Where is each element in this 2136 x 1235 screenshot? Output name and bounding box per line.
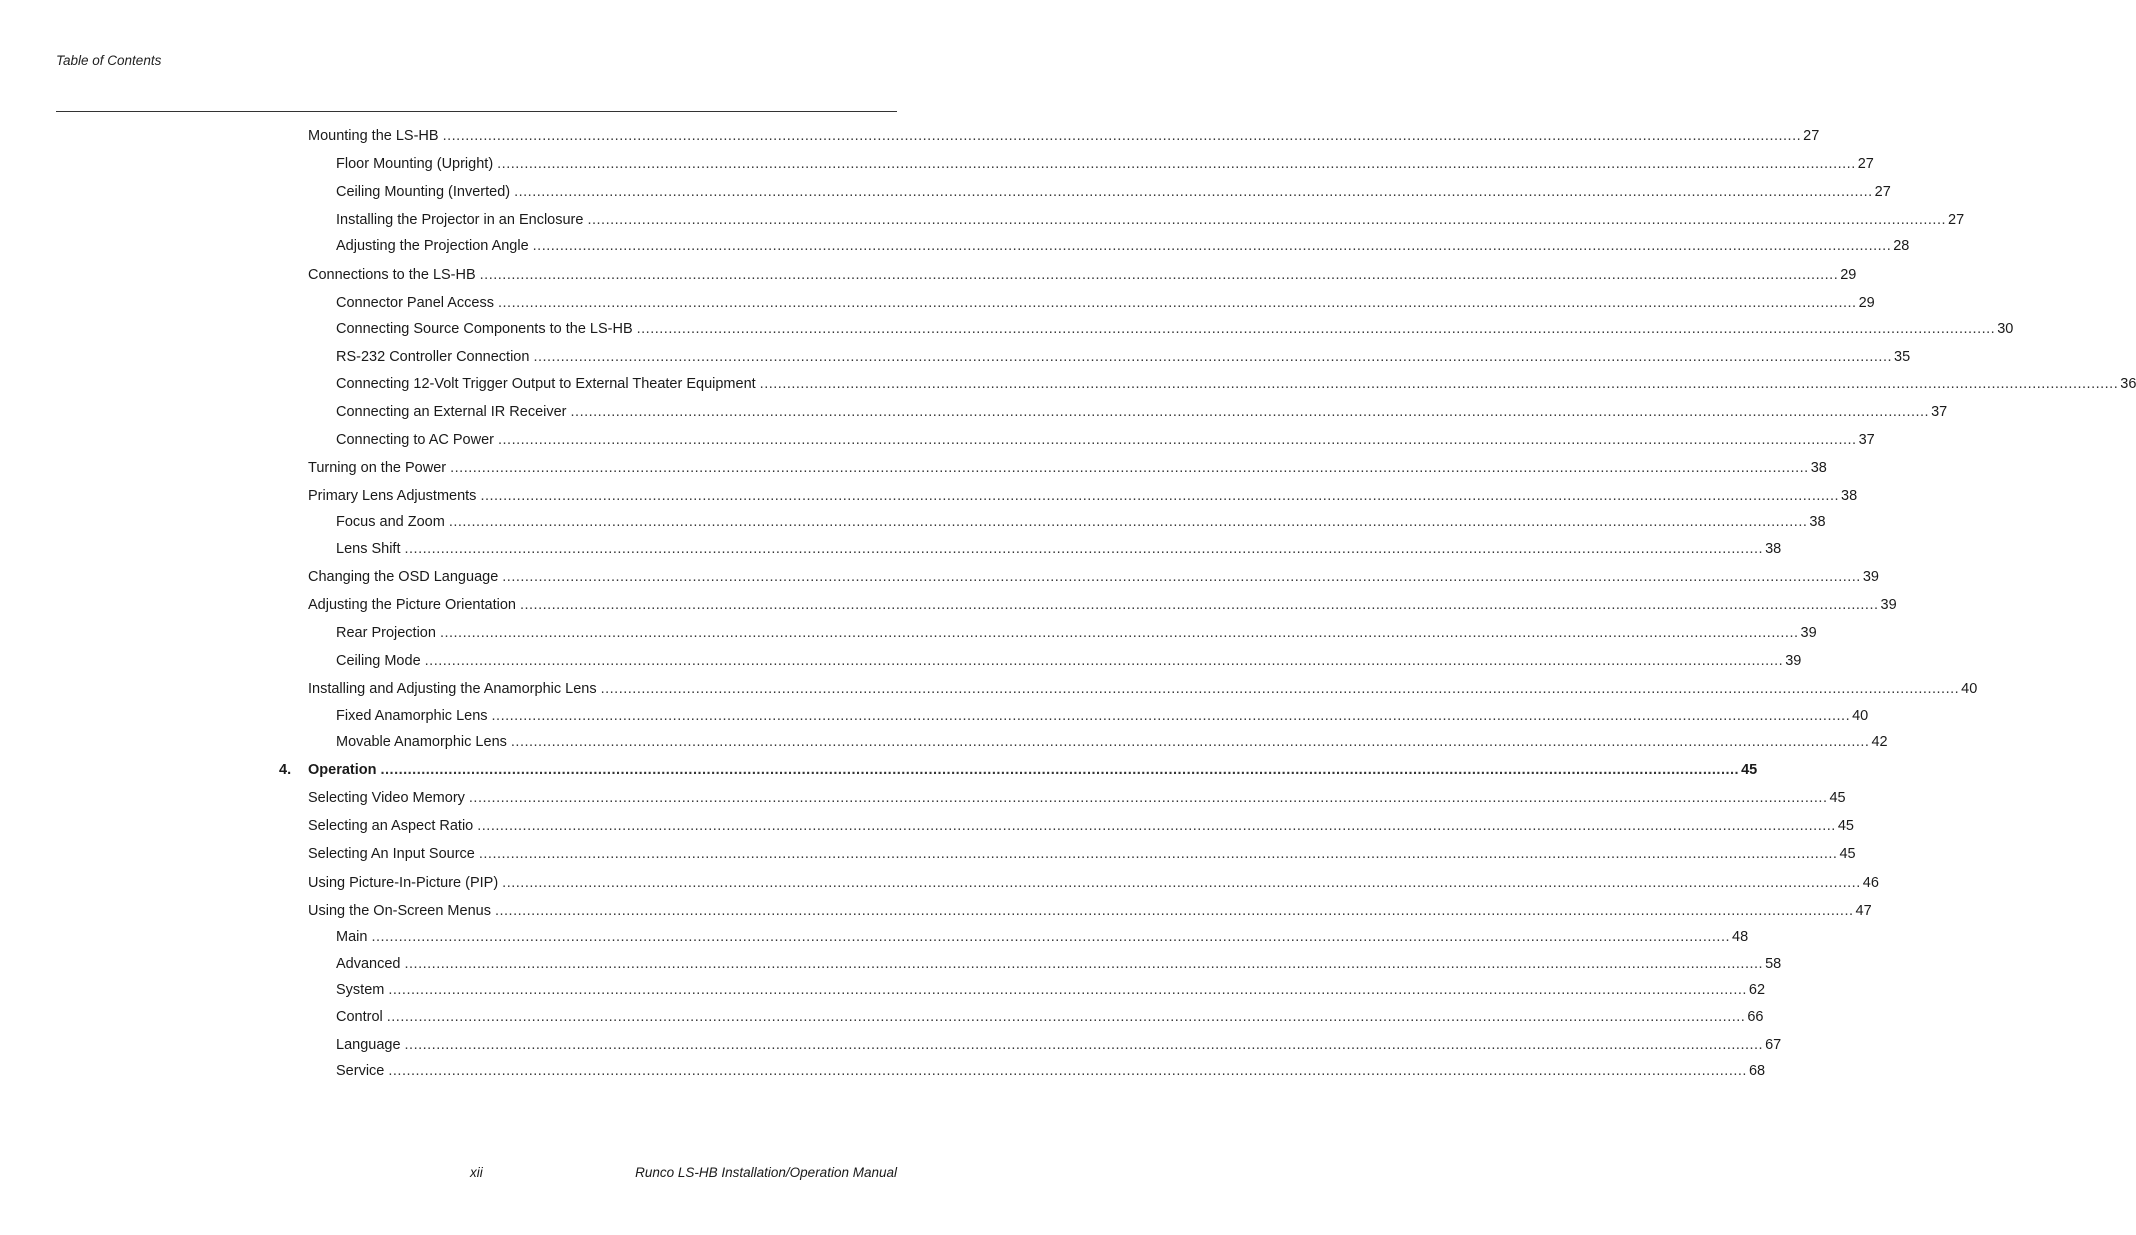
toc-page-number: 29 xyxy=(1840,267,1857,283)
toc-page-number: 27 xyxy=(1874,184,1891,200)
toc-entry-title: Mounting the LS-HB xyxy=(308,128,439,144)
toc-section-entry[interactable] xyxy=(308,568,1879,586)
toc-dot-leader: ............................................................................................................................................................................................................................................................................................................ xyxy=(497,432,1857,448)
toc-page-number: 40 xyxy=(1852,708,1869,724)
toc-entry-title: Focus and Zoom xyxy=(336,514,445,530)
toc-dot-leader: ............................................................................................................................................................................................................................................................................................................ xyxy=(371,929,1731,945)
toc-entry-title: Changing the OSD Language xyxy=(308,569,499,585)
toc-page-number: 46 xyxy=(1862,875,1879,891)
toc-entry-title: Turning on the Power xyxy=(308,460,447,476)
toc-dot-leader: ............................................................................................................................................................................................................................................................................................................ xyxy=(442,128,1802,144)
toc-section-entry[interactable] xyxy=(308,902,1872,920)
toc-subsection-entry[interactable] xyxy=(336,707,1869,725)
toc-section-entry[interactable] xyxy=(308,845,1856,863)
toc-page-number: 47 xyxy=(1855,903,1872,919)
toc-section-entry[interactable] xyxy=(308,789,1846,807)
toc-page-number: 39 xyxy=(1785,653,1802,669)
toc-entry-title: Primary Lens Adjustments xyxy=(308,488,477,504)
toc-page-number: 58 xyxy=(1765,956,1782,972)
toc-entry-title: Control xyxy=(336,1009,383,1025)
toc-section-entry[interactable] xyxy=(308,874,1879,892)
toc-page-number: 29 xyxy=(1858,295,1875,311)
toc-subsection-entry[interactable] xyxy=(336,1008,1764,1026)
toc-dot-leader: ............................................................................................................................................................................................................................................................................................................ xyxy=(404,1037,1764,1053)
toc-entry-title: Ceiling Mounting (Inverted) xyxy=(336,184,511,200)
toc-subsection-entry[interactable] xyxy=(336,1036,1782,1054)
toc-entry-title: Installing and Adjusting the Anamorphic Lens xyxy=(308,681,597,697)
toc-page-number: 42 xyxy=(1871,734,1888,750)
toc-entry-title: System xyxy=(336,982,385,998)
toc-page-number: 45 xyxy=(1741,762,1758,778)
toc-subsection-entry[interactable] xyxy=(336,320,2014,338)
toc-page-number: 62 xyxy=(1748,982,1766,998)
toc-dot-leader: ............................................................................................................................................................................................................................................................................................................ xyxy=(386,1009,1746,1025)
toc-subsection-entry[interactable] xyxy=(336,237,1910,255)
toc-entry-title: Connecting Source Components to the LS-HB xyxy=(336,321,633,337)
toc-page-number: 45 xyxy=(1839,846,1856,862)
footer-manual-title: Runco LS-HB Installation/Operation Manual xyxy=(635,1165,897,1180)
toc-dot-leader: ............................................................................................................................................................................................................................................................................................................ xyxy=(388,1063,1747,1079)
toc-section-entry[interactable] xyxy=(308,596,1897,614)
toc-page-number: 38 xyxy=(1810,460,1827,476)
toc-entry-title: Advanced xyxy=(336,956,401,972)
toc-dot-leader: ............................................................................................................................................................................................................................................................................................................ xyxy=(380,762,1740,778)
toc-page-number: 28 xyxy=(1893,238,1910,254)
header-divider xyxy=(56,111,897,112)
toc-dot-leader: ............................................................................................................................................................................................................................................................................................................ xyxy=(759,376,2119,392)
toc-subsection-entry[interactable] xyxy=(336,928,1749,946)
toc-entry-title: Language xyxy=(336,1037,401,1053)
toc-dot-leader: ............................................................................................................................................................................................................................................................................................................ xyxy=(532,238,1892,254)
toc-dot-leader: ............................................................................................................................................................................................................................................................................................................ xyxy=(494,903,1854,919)
toc-subsection-entry[interactable] xyxy=(336,624,1817,642)
toc-page-number: 36 xyxy=(2120,376,2136,392)
toc-dot-leader: ............................................................................................................................................................................................................................................................................................................ xyxy=(478,846,1838,862)
toc-section-entry[interactable] xyxy=(308,459,1827,477)
toc-entry-title: Movable Anamorphic Lens xyxy=(336,734,507,750)
toc-dot-leader: ............................................................................................................................................................................................................................................................................................................ xyxy=(491,708,1851,724)
toc-entry-title: Connecting 12-Volt Trigger Output to External Theater Equipment xyxy=(336,376,756,392)
toc-page-number: 66 xyxy=(1747,1009,1764,1025)
toc-dot-leader: ............................................................................................................................................................................................................................................................................................................ xyxy=(477,818,1836,834)
toc-page-number: 27 xyxy=(1857,156,1874,172)
toc-page-number: 38 xyxy=(1809,514,1826,530)
toc-page-number: 30 xyxy=(1997,321,2014,337)
toc-subsection-entry[interactable] xyxy=(336,183,1891,201)
toc-entry-title: Adjusting the Projection Angle xyxy=(336,238,529,254)
toc-dot-leader: ............................................................................................................................................................................................................................................................................................................ xyxy=(497,295,1857,311)
toc-page-number: 39 xyxy=(1800,625,1817,641)
toc-entry-title: Lens Shift xyxy=(336,541,401,557)
toc-chapter-entry[interactable] xyxy=(279,761,1758,779)
toc-subsection-entry[interactable] xyxy=(336,431,1875,449)
toc-page-number: 67 xyxy=(1765,1037,1782,1053)
toc-subsection-entry[interactable] xyxy=(336,513,1826,531)
toc-subsection-entry[interactable] xyxy=(336,294,1875,312)
toc-entry-title: RS-232 Controller Connection xyxy=(336,349,530,365)
toc-page-number: 27 xyxy=(1803,128,1820,144)
toc-dot-leader: ............................................................................................................................................................................................................................................................................................................ xyxy=(519,597,1879,613)
toc-entry-title: Main xyxy=(336,929,368,945)
toc-dot-leader: ............................................................................................................................................................................................................................................................................................................ xyxy=(502,875,1861,891)
toc-page-number: 45 xyxy=(1837,818,1854,834)
toc-entry-title: Ceiling Mode xyxy=(336,653,421,669)
toc-entry-title: Connecting an External IR Receiver xyxy=(336,404,567,420)
toc-page-number: 37 xyxy=(1858,432,1875,448)
toc-page-number: 48 xyxy=(1732,929,1749,945)
toc-section-entry[interactable] xyxy=(308,127,1820,145)
toc-chapter-number: 4. xyxy=(279,762,292,778)
running-header: Table of Contents xyxy=(56,53,162,68)
toc-dot-leader: ............................................................................................................................................................................................................................................................................................................ xyxy=(424,653,1784,669)
toc-subsection-entry[interactable] xyxy=(336,955,1782,973)
toc-page-number: 68 xyxy=(1748,1063,1766,1079)
toc-subsection-entry[interactable] xyxy=(336,981,1766,999)
toc-section-entry[interactable] xyxy=(308,817,1854,835)
toc-page-number: 45 xyxy=(1829,790,1846,806)
toc-page-number: 39 xyxy=(1880,597,1897,613)
toc-entry-title: Adjusting the Picture Orientation xyxy=(308,597,516,613)
toc-subsection-entry[interactable] xyxy=(336,348,1911,366)
toc-dot-leader: ............................................................................................................................................................................................................................................................................................................ xyxy=(497,156,1856,172)
toc-dot-leader: ............................................................................................................................................................................................................................................................................................................ xyxy=(404,956,1764,972)
toc-page-number: 39 xyxy=(1862,569,1879,585)
toc-dot-leader: ............................................................................................................................................................................................................................................................................................................ xyxy=(450,460,1809,476)
toc-subsection-entry[interactable] xyxy=(336,211,1965,229)
toc-dot-leader: ............................................................................................................................................................................................................................................................................................................ xyxy=(439,625,1799,641)
toc-entry-title: Using the On-Screen Menus xyxy=(308,903,491,919)
toc-entry-title: Rear Projection xyxy=(336,625,436,641)
toc-dot-leader: ............................................................................................................................................................................................................................................................................................................ xyxy=(636,321,1996,337)
toc-dot-leader: ............................................................................................................................................................................................................................................................................................................ xyxy=(533,349,1893,365)
toc-subsection-entry[interactable] xyxy=(336,652,1802,670)
toc-page-number: 35 xyxy=(1894,349,1911,365)
toc-entry-title: Connecting to AC Power xyxy=(336,432,494,448)
toc-dot-leader: ............................................................................................................................................................................................................................................................................................................ xyxy=(587,212,1947,228)
footer-page-number: xii xyxy=(470,1165,483,1180)
toc-subsection-entry[interactable] xyxy=(336,733,1888,751)
toc-entry-title: Installing the Projector in an Enclosure xyxy=(336,212,584,228)
toc-dot-leader: ............................................................................................................................................................................................................................................................................................................ xyxy=(502,569,1861,585)
toc-subsection-entry[interactable] xyxy=(336,155,1874,173)
toc-section-entry[interactable] xyxy=(308,266,1857,284)
toc-subsection-entry[interactable] xyxy=(336,1062,1766,1080)
toc-dot-leader: ............................................................................................................................................................................................................................................................................................................ xyxy=(388,982,1747,998)
toc-entry-title: Service xyxy=(336,1063,385,1079)
toc-section-entry[interactable] xyxy=(308,680,1978,698)
toc-dot-leader: ............................................................................................................................................................................................................................................................................................................ xyxy=(514,184,1873,200)
toc-page-number: 40 xyxy=(1961,681,1978,697)
toc-section-entry[interactable] xyxy=(308,487,1858,505)
toc-dot-leader: ............................................................................................................................................................................................................................................................................................................ xyxy=(510,734,1870,750)
toc-entry-title: Connector Panel Access xyxy=(336,295,494,311)
toc-entry-title: Fixed Anamorphic Lens xyxy=(336,708,488,724)
toc-dot-leader: ............................................................................................................................................................................................................................................................................................................ xyxy=(404,541,1764,557)
toc-dot-leader: ............................................................................................................................................................................................................................................................................................................ xyxy=(570,404,1930,420)
toc-entry-title: Selecting An Input Source xyxy=(308,846,475,862)
toc-dot-leader: ............................................................................................................................................................................................................................................................................................................ xyxy=(480,488,1840,504)
toc-dot-leader: ............................................................................................................................................................................................................................................................................................................ xyxy=(479,267,1839,283)
toc-dot-leader: ............................................................................................................................................................................................................................................................................................................ xyxy=(448,514,1808,530)
toc-page-number: 38 xyxy=(1841,488,1858,504)
toc-subsection-entry[interactable] xyxy=(336,540,1782,558)
toc-entry-title: Operation xyxy=(308,762,377,778)
toc-entry-title: Floor Mounting (Upright) xyxy=(336,156,494,172)
toc-subsection-entry[interactable] xyxy=(336,375,2136,393)
toc-page-number: 27 xyxy=(1948,212,1965,228)
toc-subsection-entry[interactable] xyxy=(336,403,1948,421)
toc-dot-leader: ............................................................................................................................................................................................................................................................................................................ xyxy=(468,790,1828,806)
toc-entry-title: Connections to the LS-HB xyxy=(308,267,476,283)
toc-entry-title: Selecting Video Memory xyxy=(308,790,465,806)
toc-entry-title: Using Picture-In-Picture (PIP) xyxy=(308,875,499,891)
toc-page-number: 38 xyxy=(1765,541,1782,557)
toc-entry-title: Selecting an Aspect Ratio xyxy=(308,818,474,834)
toc-dot-leader: ............................................................................................................................................................................................................................................................................................................ xyxy=(600,681,1960,697)
toc-page-number: 37 xyxy=(1931,404,1948,420)
